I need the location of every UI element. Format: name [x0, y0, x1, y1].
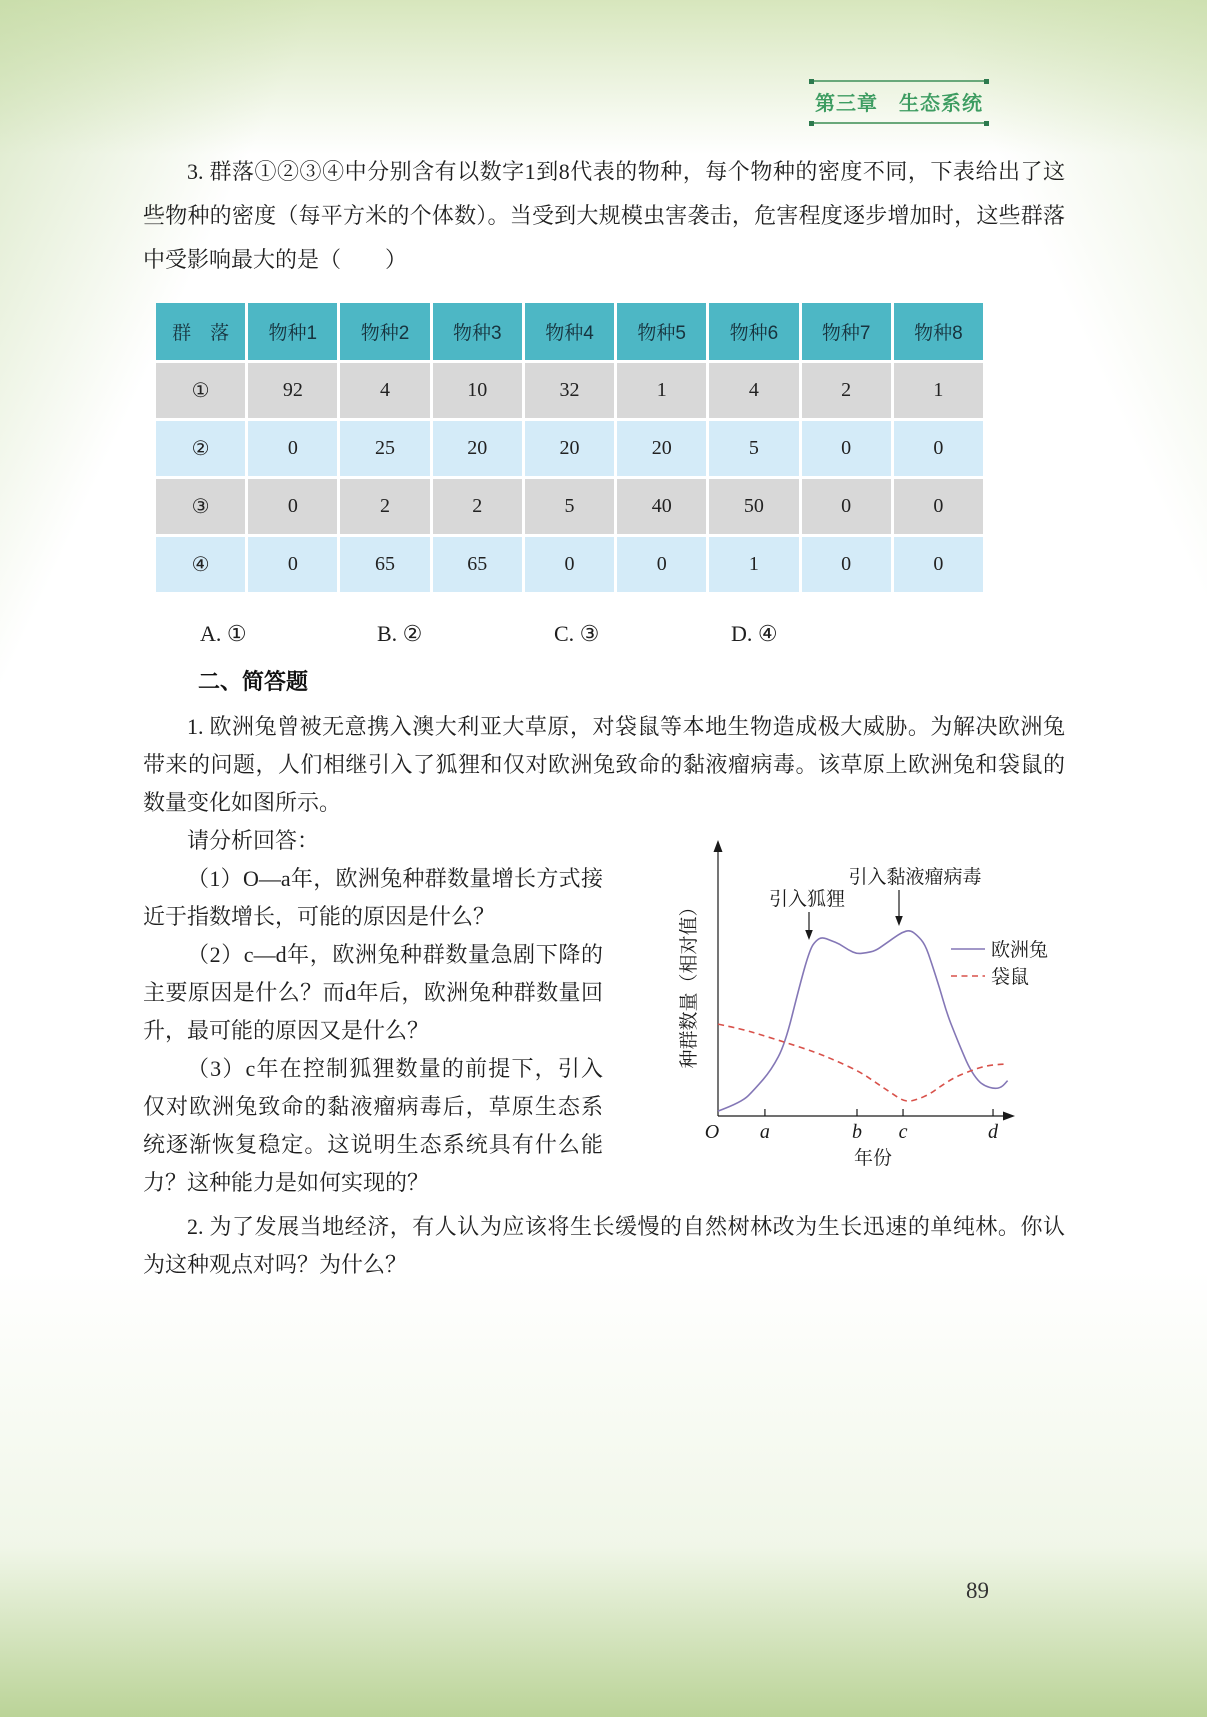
rule-dot-icon [984, 79, 989, 84]
community-label: ④ [156, 537, 245, 592]
rule-dot-icon [984, 121, 989, 126]
density-cell: 1 [894, 363, 983, 418]
x-axis-arrow-icon [1003, 1112, 1015, 1121]
rule-dot-icon [809, 79, 814, 84]
question-1-sub1: （1）O—a年，欧洲兔种群数量增长方式接近于指数增长，可能的原因是什么？ [143, 866, 603, 929]
density-cell: 1 [709, 537, 798, 592]
annotation-arrow-icon [805, 930, 813, 940]
density-cell: 0 [894, 479, 983, 534]
rule-dot-icon [809, 121, 814, 126]
series-kangaroo-curve [718, 1024, 1008, 1101]
column-header: 物种3 [433, 303, 522, 360]
column-header: 物种7 [802, 303, 891, 360]
density-cell: 0 [525, 537, 614, 592]
column-header: 物种6 [709, 303, 798, 360]
tick-label: d [988, 1121, 999, 1143]
x-axis-label: 年份 [853, 1148, 893, 1169]
density-cell: 2 [802, 363, 891, 418]
density-cell: 5 [709, 421, 798, 476]
question-1-prompt: 请分析回答： [187, 828, 320, 853]
density-cell: 4 [709, 363, 798, 418]
population-chart-figure [625, 826, 1065, 1176]
chapter-title: 第三章 生态系统 [815, 93, 983, 115]
answer-option: C. ③ [554, 621, 600, 646]
series-rabbit-curve [718, 931, 1008, 1111]
answer-option: B. ② [377, 621, 423, 646]
density-cell: 50 [709, 479, 798, 534]
header-rule-top [810, 80, 988, 82]
question-3-text: 3. 群落①②③④中分别含有以数字1到8代表的物种，每个物种的密度不同，下表给出了这些物种的密度（每平方米的个体数）。当受到大规模虫害袭击，危害程度逐步增加时，这些群落中受影响最大的是（ ） [143, 159, 1065, 272]
density-cell: 0 [802, 421, 891, 476]
answer-option: D. ④ [731, 621, 778, 646]
y-axis-arrow-icon [714, 840, 723, 852]
density-cell: 25 [340, 421, 429, 476]
table-row [156, 363, 983, 418]
density-cell: 0 [248, 537, 337, 592]
density-cell: 2 [433, 479, 522, 534]
answer-options [200, 621, 1065, 647]
table-row [156, 421, 983, 476]
tick-label: a [759, 1121, 770, 1143]
page-number: 89 [966, 1578, 989, 1603]
section-title: 二、简答题 [198, 669, 309, 694]
answer-option: A. ① [200, 621, 247, 646]
question-1-body [143, 822, 1065, 1202]
density-cell: 20 [617, 421, 706, 476]
community-label: ③ [156, 479, 245, 534]
density-cell: 5 [525, 479, 614, 534]
density-cell: 10 [433, 363, 522, 418]
table-row [156, 537, 983, 592]
table-row [156, 479, 983, 534]
question-1-intro: 1. 欧洲兔曾被无意携入澳大利亚大草原，对袋鼠等本地生物造成极大威胁。为解决欧洲兔带来的问题，人们相继引入了狐狸和仅对欧洲兔致命的黏液瘤病毒。该草原上欧洲兔和袋鼠的数量变化如图所示。 [143, 714, 1065, 815]
density-cell: 32 [525, 363, 614, 418]
table-header-row [156, 303, 983, 360]
tick-label: c [898, 1121, 908, 1143]
column-header: 物种5 [617, 303, 706, 360]
legend-label-rabbit: 欧洲兔 [991, 940, 1049, 961]
density-cell: 0 [802, 479, 891, 534]
tick-label: b [851, 1121, 862, 1143]
species-density-table [153, 300, 986, 595]
density-cell: 0 [802, 537, 891, 592]
density-cell: 20 [433, 421, 522, 476]
density-cell: 65 [340, 537, 429, 592]
community-label: ② [156, 421, 245, 476]
annotation-introduce-virus: 引入黏液瘤病毒 [848, 867, 982, 888]
community-label: ① [156, 363, 245, 418]
header-rule-bottom [810, 122, 988, 124]
density-cell: 20 [525, 421, 614, 476]
annotation-arrow-icon [895, 916, 903, 926]
question-1-sub2: （2）c—d年，欧洲兔种群数量急剧下降的主要原因是什么？而d年后，欧洲兔种群数量回升，最可能的原因又是什么？ [143, 942, 603, 1043]
tick-label: O [704, 1121, 720, 1143]
density-cell: 0 [617, 537, 706, 592]
density-cell: 4 [340, 363, 429, 418]
density-cell: 0 [894, 421, 983, 476]
density-cell: 0 [894, 537, 983, 592]
page-content [143, 150, 1065, 1284]
column-header: 物种1 [248, 303, 337, 360]
density-cell: 0 [248, 421, 337, 476]
density-cell: 0 [248, 479, 337, 534]
density-cell: 2 [340, 479, 429, 534]
column-header: 群 落 [156, 303, 245, 360]
y-axis-label: 种群数量（相对值） [679, 897, 700, 1069]
legend-label-kangaroo: 袋鼠 [991, 967, 1030, 988]
population-chart [625, 826, 1065, 1176]
density-cell: 65 [433, 537, 522, 592]
question-1-sub3: （3）c年在控制狐狸数量的前提下，引入仅对欧洲兔致命的黏液瘤病毒后，草原生态系统逐渐恢复稳定。这说明生态系统具有什么能力？这种能力是如何实现的？ [143, 1056, 603, 1195]
column-header: 物种4 [525, 303, 614, 360]
chart-axes [718, 850, 1005, 1116]
x-axis-ticks [705, 1109, 999, 1143]
density-cell: 40 [617, 479, 706, 534]
density-cell: 92 [248, 363, 337, 418]
chapter-header [810, 80, 988, 124]
density-cell: 1 [617, 363, 706, 418]
question-2-text: 2. 为了发展当地经济，有人认为应该将生长缓慢的自然树林改为生长迅速的单纯林。你认为这种观点对吗？为什么？ [143, 1214, 1065, 1277]
column-header: 物种2 [340, 303, 429, 360]
annotation-introduce-fox: 引入狐狸 [768, 889, 846, 910]
column-header: 物种8 [894, 303, 983, 360]
